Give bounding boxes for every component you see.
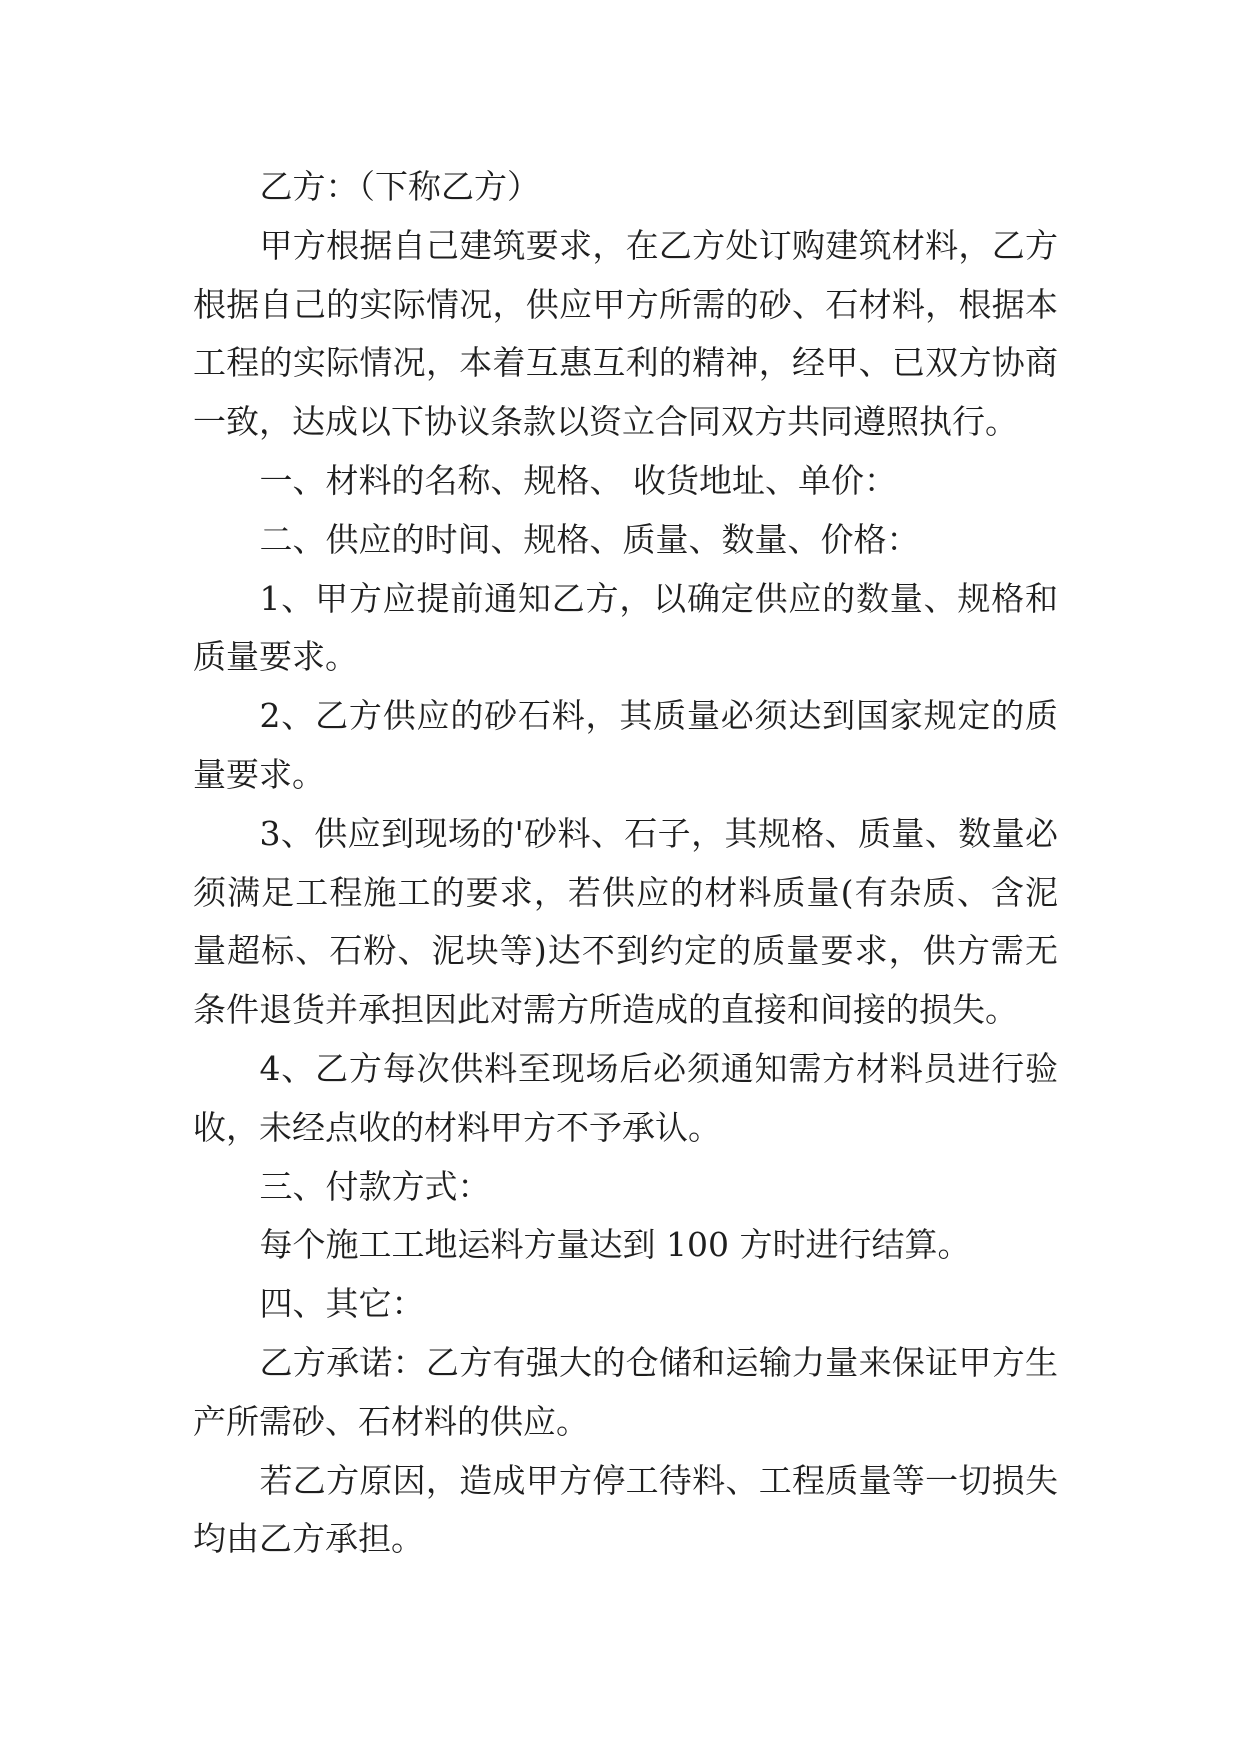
liability-paragraph — [193, 1452, 1058, 1570]
paragraph-line: 产所需砂、石材料的供应。 — [193, 1401, 589, 1441]
paragraph-line: 2、乙方供应的砂石料，其质量必须达到国家规定的质 — [259, 696, 1058, 736]
paragraph-line: 三、付款方式： — [259, 1166, 491, 1206]
preamble-paragraph — [193, 217, 1058, 452]
paragraph-line: 质量要求。 — [193, 637, 358, 677]
paragraph-line: 量要求。 — [193, 754, 325, 794]
paragraph-line: 每个施工工地运料方量达到 100 方时进行结算。 — [259, 1225, 971, 1265]
paragraph-line: 4、乙方每次供料至现场后必须通知需方材料员进行验 — [259, 1048, 1058, 1088]
paragraph-line: 若乙方原因，造成甲方停工待料、工程质量等一切损失 — [259, 1460, 1058, 1500]
commitment-paragraph — [193, 1334, 1058, 1452]
clause-2-paragraph — [193, 687, 1058, 805]
paragraph-line: 条件退货并承担因此对需方所造成的直接和间接的损失。 — [193, 990, 1018, 1030]
paragraph-line: 乙方承诺：乙方有强大的仓储和运输力量来保证甲方生 — [259, 1342, 1058, 1382]
paragraph-line: 一、材料的名称、规格、 收货地址、单价： — [259, 460, 897, 500]
clause-4-paragraph — [193, 1040, 1058, 1158]
paragraph-line: 甲方根据自己建筑要求，在乙方处订购建筑材料，乙方 — [259, 225, 1058, 265]
paragraph-line: 3、供应到现场的'砂料、石子，其规格、质量、数量必 — [259, 813, 1058, 853]
section-heading-other — [193, 1275, 1058, 1334]
party-b-paragraph — [193, 158, 1058, 217]
paragraph-line: 根据自己的实际情况，供应甲方所需的砂、石材料，根据本 — [193, 284, 1058, 324]
paragraph-line: 量超标、石粉、泥块等)达不到约定的质量要求，供方需无 — [193, 931, 1058, 971]
section-heading-supply — [193, 511, 1058, 570]
document-body — [193, 158, 1058, 1569]
paragraph-line: 收，未经点收的材料甲方不予承认。 — [193, 1107, 721, 1147]
paragraph-line: 四、其它： — [259, 1284, 425, 1324]
paragraph-line: 须满足工程施工的要求，若供应的材料质量(有杂质、含泥 — [193, 872, 1058, 912]
clause-1-paragraph — [193, 570, 1058, 688]
paragraph-line: 乙方：（下称乙方） — [259, 167, 540, 206]
paragraph-line: 工程的实际情况，本着互惠互利的精神，经甲、已双方协商 — [193, 343, 1058, 383]
paragraph-line: 二、供应的时间、规格、质量、数量、价格： — [259, 519, 920, 559]
paragraph-line: 1、甲方应提前通知乙方，以确定供应的数量、规格和 — [259, 578, 1058, 618]
section-heading-materials — [193, 452, 1058, 511]
payment-paragraph — [193, 1216, 1058, 1275]
clause-3-paragraph — [193, 805, 1058, 1040]
section-heading-payment — [193, 1158, 1058, 1217]
paragraph-line: 均由乙方承担。 — [193, 1519, 424, 1559]
paragraph-line: 一致，达成以下协议条款以资立合同双方共同遵照执行。 — [193, 402, 1018, 442]
